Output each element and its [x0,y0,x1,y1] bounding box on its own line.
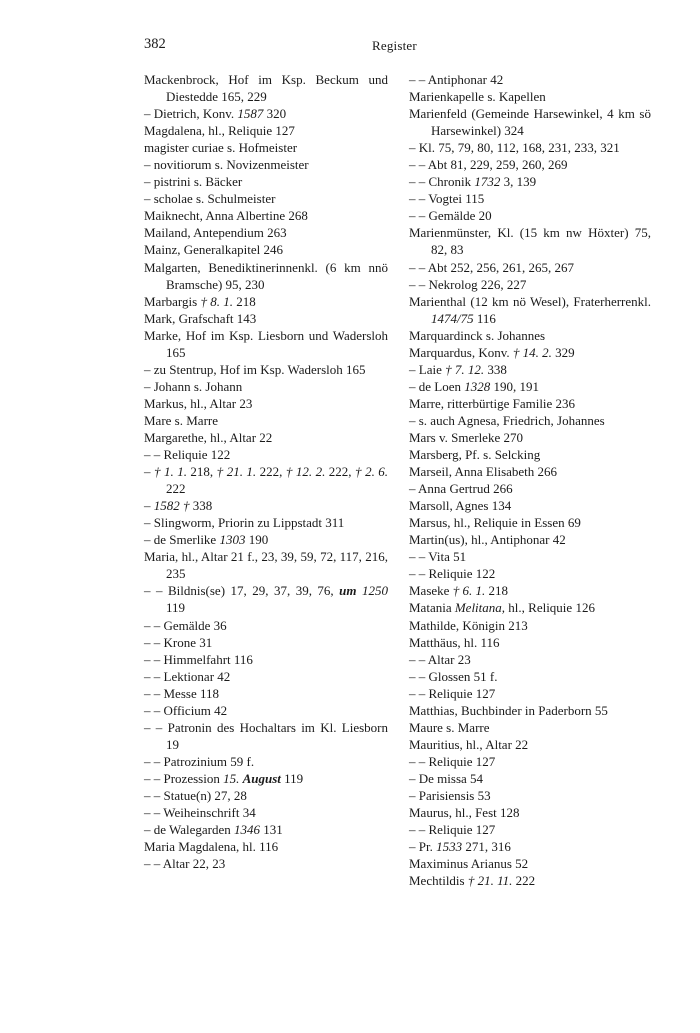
index-entry [144,668,388,685]
index-entry [144,531,388,548]
index-entry-part: – – Patronin des Hochaltars im Kl. Liesborn 19 [144,719,388,752]
index-entry-italic-part: † 8. 1. [200,293,233,309]
index-entry-part: Marquardinck s. Johannes [409,327,546,343]
index-entry-part: Mauritius, hl., Altar 22 [409,736,529,752]
index-entry-part: – Pr. [409,839,437,855]
index-entry-part: – de Loen [409,378,465,394]
index-entry-part: – scholae s. Schulmeister [144,191,276,207]
index-entry-part: – de Walegarden [144,822,235,838]
index-entry [409,395,651,412]
index-entry-part: 131 [260,822,283,838]
index-entry [144,378,388,395]
index-entry-part: Marquardus, Konv. [409,344,513,360]
index-entry-part: – – Reliquie 122 [409,566,496,582]
index-entry [144,463,388,497]
index-entry-part: 338 [484,361,507,377]
index-entry [409,463,651,480]
index-entry-part: Maurus, hl., Fest 128 [409,805,520,821]
index-entry-part: – – Bildnis(se) 17, 29, 37, 39, 76, [144,583,340,599]
index-entry-part: – – Antiphonar 42 [409,72,504,87]
index-entry [144,156,388,173]
index-entry-part: – pistrini s. Bäcker [144,174,243,190]
index-entry-part: Marre, ritterbürtige Familie 236 [409,395,576,411]
index-entry [409,446,651,463]
index-entry [144,327,388,361]
index-entry-part: – Dietrich, Konv. [144,106,238,122]
index-entry [409,344,651,361]
index-entry-part: – Johann s. Johann [144,378,243,394]
index-entry-part: 222, [256,464,286,480]
index-entry-part: 190 [245,532,269,548]
index-entry [409,88,651,105]
index-entry [144,617,388,634]
index-entry-part: Marienfeld (Gemeinde Harsewinkel, 4 km sö Harsewinkel) 324 [409,106,651,139]
index-entry-italic-part: August [242,770,281,786]
index-entry-part: Marbargis [144,293,201,309]
index-entry-part: 218 [485,583,508,599]
index-entry [144,702,388,719]
index-entry-part: – – Nekrolog 226, 227 [409,276,527,292]
index-entry [144,804,388,821]
index-entry [409,207,651,224]
index-entry [144,412,388,429]
index-entry [409,582,651,599]
index-entry-part: – – Statue(n) 27, 28 [144,787,247,803]
index-entry-italic-part: † 2. 6. [355,464,389,480]
index-entry-part: – – Lektionar 42 [144,668,231,684]
index-entry [144,310,388,327]
index-entry-part: 190, 191 [490,378,539,394]
index-entry-italic-part: 1732 [474,174,501,190]
index-entry-italic-part: 1328 [464,378,491,394]
index-entry-part: Marsoll, Agnes 134 [409,498,512,514]
index-entry [409,173,651,190]
index-entry [409,634,651,651]
index-entry-part: – – Messe 118 [144,685,219,701]
index-entry-part: 218, [187,464,217,480]
index-entry-italic-part: 1587 [237,106,264,122]
index-entry [409,804,651,821]
index-entry-part: – [144,464,154,480]
index-entry-italic-part: 1303 [219,532,246,548]
index-entry [144,787,388,804]
index-entry-part: – – Vita 51 [409,549,467,565]
index-entry-part: – Kl. 75, 79, 80, 112, 168, 231, 233, 321 [409,140,620,156]
index-entry-italic-part: † 7. 12. [445,361,485,377]
index-entry-part: – Laie [409,361,446,377]
index-entry [144,497,388,514]
index-entry [409,361,651,378]
index-entry-part: – – Chronik [409,174,475,190]
index-entry-part: – Parisiensis 53 [409,787,491,803]
index-entry-part: Martin(us), hl., Antiphonar 42 [409,532,566,548]
index-entry [144,821,388,838]
index-entry [409,480,651,497]
index-entry [144,446,388,463]
index-entry-part: – – Prozession [144,770,224,786]
index-entry [409,327,651,344]
index-entry [409,668,651,685]
index-entry-part: – – Reliquie 127 [409,685,496,701]
index-entry-part: hl., Reliquie 126 [505,600,595,616]
index-entry-part: – – Weiheinschrift 34 [144,805,256,821]
index-entry [409,224,651,258]
index-entry-part: 222, [325,464,355,480]
index-entry [409,821,651,838]
index-entry [144,105,388,122]
index-entry [409,719,651,736]
index-entry [144,634,388,651]
index-entry-part: – – Vogtei 115 [409,191,485,207]
index-entry-part: 222 [166,481,186,497]
index-entry-italic-part: 1474/75 [431,310,474,326]
index-entry [144,753,388,770]
index-entry [409,787,651,804]
index-entry [409,651,651,668]
index-entry-part: Mailand, Antependium 263 [144,225,287,241]
index-entry-part: – – Abt 81, 229, 259, 260, 269 [409,157,568,173]
index-entry-part: – novitiorum s. Novizenmeister [144,157,309,173]
index-entry-part: – de Smerlike [144,532,220,548]
index-entry-part: Mechtildis [409,873,468,889]
index-entry-part: – – Reliquie 127 [409,822,496,838]
index-entry [144,241,388,258]
index-entry-italic-part: † 21. 11. [467,873,513,889]
index-entry-italic-part: um [339,583,357,599]
index-entry-part: Marke, Hof im Ksp. Liesborn und Wadersloh 165 [144,327,388,360]
index-entry [409,770,651,787]
index-entry [144,139,388,156]
index-entry [144,293,388,310]
index-entry-part: – Anna Gertrud 266 [409,481,513,497]
index-entry-part: 329 [551,344,575,360]
index-entry [144,122,388,139]
index-entry-italic-part: 15. [223,770,243,786]
index-entry [144,514,388,531]
index-entry [144,651,388,668]
running-head: Register [372,38,417,53]
index-entry [409,838,651,855]
index-entry [409,617,651,634]
index-entry [409,599,651,616]
index-entry-part: Marienmünster, Kl. (15 km nw Höxter) 75, 82, 83 [409,225,651,258]
index-entry [409,105,651,139]
index-entry-part: 119 [280,770,304,786]
index-entry [409,565,651,582]
index-entry-part: Marienthal (12 km nö Wesel), Fraterherrenkl. [409,293,651,309]
index-entry [409,753,651,770]
index-entry-part: Mare s. Marre [144,412,218,428]
index-entry [409,497,651,514]
index-column-right [409,71,651,889]
index-entry [144,173,388,190]
index-entry-part: – – Patrozinium 59 f. [144,753,255,769]
index-entry-part: – – Reliquie 122 [144,447,231,463]
index-entry-part: Marseil, Anna Elisabeth 266 [409,464,558,480]
index-entry [409,71,651,88]
index-entry-part: – – Krone 31 [144,634,213,650]
index-entry [144,855,388,872]
index-entry-part: – – Altar 22, 23 [144,856,226,872]
index-entry [144,361,388,378]
index-entry-part: Margarethe, hl., Altar 22 [144,429,273,445]
index-entry-part: Maiknecht, Anna Albertine 268 [144,208,308,224]
index-entry-part: Mars v. Smerleke 270 [409,429,523,445]
index-entry-part: Maseke [409,583,453,599]
index-entry [144,685,388,702]
index-entry [144,582,388,616]
index-entry [144,770,388,787]
index-entry [409,548,651,565]
index-entry-italic-part: † 21. 1. [216,464,257,480]
index-entry [409,855,651,872]
index-entry-part: 3, 139 [500,174,537,190]
index-entry-part: Maximinus Arianus 52 [409,856,529,872]
index-entry [409,514,651,531]
index-entry [409,702,651,719]
index-entry [409,190,651,207]
index-entry-part: Maria, hl., Altar 21 f., 23, 39, 59, 72, 117, 216, 235 [144,549,388,582]
index-entry-part: Marienkapelle s. Kapellen [409,89,546,105]
index-entry-part: Marsberg, Pf. s. Selcking [409,447,541,463]
index-entry-part: Marsus, hl., Reliquie in Essen 69 [409,515,581,531]
index-entry [144,429,388,446]
index-entry [409,259,651,276]
index-entry-part: Maure s. Marre [409,719,490,735]
index-entry-part: – – Officium 42 [144,702,228,718]
index-entry-part: 119 [166,600,186,616]
index-entry [409,378,651,395]
index-entry-italic-part: 1533 [436,839,463,855]
index-entry [144,71,388,105]
index-entry [409,531,651,548]
index-entry [409,139,651,156]
index-entry-part: Magdalena, hl., Reliquie 127 [144,123,295,139]
index-entry [409,685,651,702]
index-entry [409,736,651,753]
index-entry-italic-part: † 6. 1. [452,583,486,599]
index-entry-part: Maria Magdalena, hl. 116 [144,839,279,855]
index-entry-part: – – Reliquie 127 [409,753,496,769]
index-entry-italic-part: † 12. 2. [285,464,326,480]
index-entry-part: – – Gemälde 36 [144,617,227,633]
index-entry [144,548,388,582]
index-entry-part: – – Himmelfahrt 116 [144,651,253,667]
index-entry-part: Matthias, Buchbinder in Paderborn 55 [409,702,608,718]
index-entry-part: 320 [263,106,287,122]
index-entry-part: – – Altar 23 [409,651,471,667]
index-entry-part: Mark, Grafschaft 143 [144,310,257,326]
index-entry-part: – Slingworm, Priorin zu Lippstadt 311 [144,515,345,531]
index-entry-part: 116 [473,310,496,326]
index-entry-italic-part: 1346 [234,822,261,838]
index-entry [409,412,651,429]
index-entry-italic-part: Melitana, [454,600,506,616]
index-entry [409,872,651,889]
index-entry [409,429,651,446]
index-entry-part: – De missa 54 [409,770,484,786]
index-entry-italic-part: † 14. 2. [512,344,552,360]
index-entry-italic-part: 1250 [362,583,388,599]
index-entry [409,276,651,293]
index-entry-part: 338 [189,498,213,514]
index-entry-italic-part: † 1. 1. [153,464,187,480]
index-entry-part: Markus, hl., Altar 23 [144,395,253,411]
index-entry [144,259,388,293]
index-entry-part: – – Gemälde 20 [409,208,492,224]
index-entry [409,156,651,173]
index-entry [144,190,388,207]
index-entry-part: magister curiae s. Hofmeister [144,140,298,156]
index-entry [144,207,388,224]
index-entry [144,719,388,753]
index-entry-part: Matthäus, hl. 116 [409,634,500,650]
index-entry-part: Mainz, Generalkapitel 246 [144,242,283,258]
index-entry-part: – [144,498,154,514]
index-entry-part: – zu Stentrup, Hof im Ksp. Wadersloh 165 [144,361,366,377]
index-entry-part: 271, 316 [462,839,511,855]
index-column-left [144,71,388,872]
index-entry [144,395,388,412]
index-entry-part: 218 [232,293,256,309]
index-entry [144,224,388,241]
index-entry-part: Mackenbrock, Hof im Ksp. Beckum und Diestedde 165, 229 [144,72,388,105]
page-number: 382 [144,36,166,52]
index-entry-part: – – Abt 252, 256, 261, 265, 267 [409,259,575,275]
index-entry-part: Mathilde, Königin 213 [409,617,528,633]
index-entry-part: 222 [512,873,536,889]
index-entry-part: – – Glossen 51 f. [409,668,498,684]
index-entry-part: – s. auch Agnesa, Friedrich, Johannes [409,412,605,428]
index-entry [409,293,651,327]
index-entry-part: Malgarten, Benediktinerinnenkl. (6 km nnö Bramsche) 95, 230 [144,259,388,292]
index-entry-part: Matania [409,600,455,616]
index-entry-italic-part: 1582 † [153,498,190,514]
index-entry [144,838,388,855]
